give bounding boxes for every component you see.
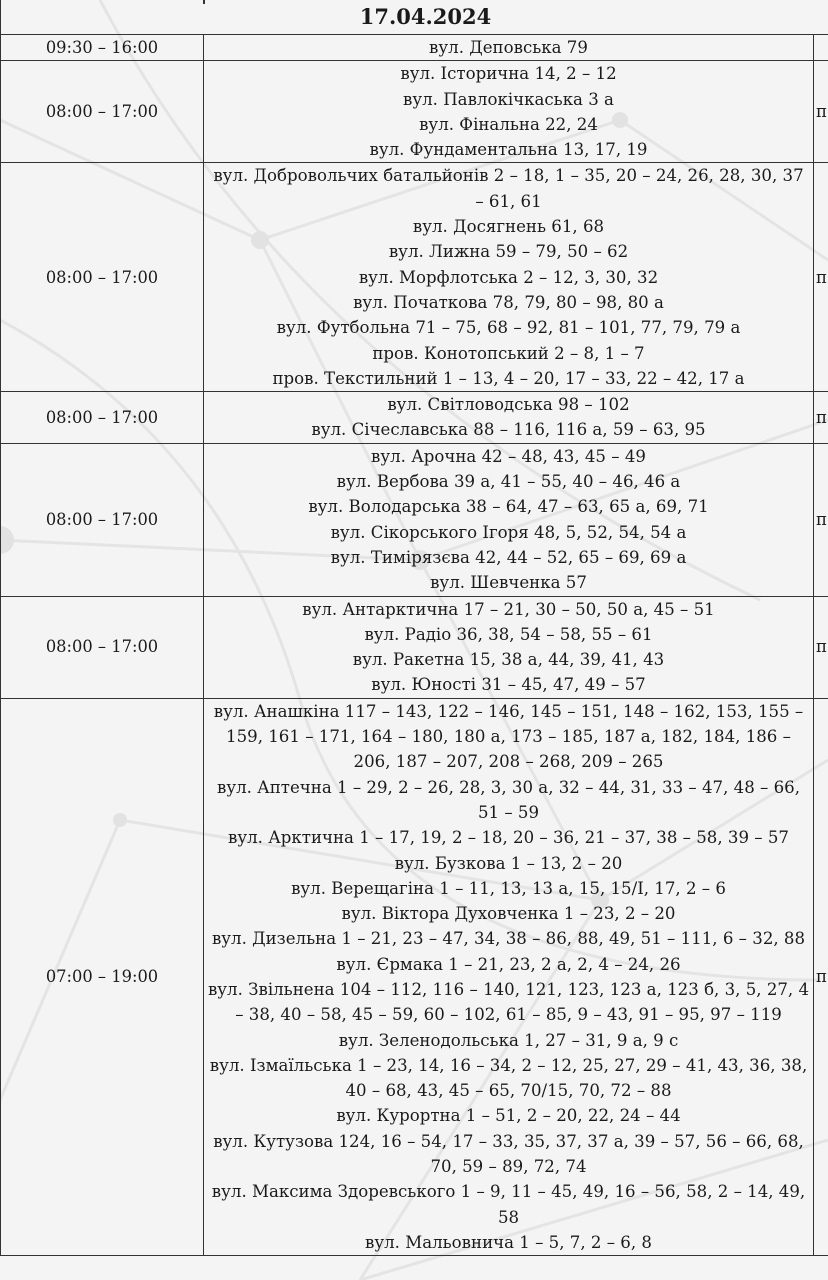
column-divider-stub <box>203 0 205 4</box>
address-line: вул. Мальовнича 1 – 5, 7, 2 – 6, 8 <box>365 1232 652 1252</box>
truncated-column-cell <box>814 35 828 61</box>
address-list <box>204 698 814 1256</box>
address-line: вул. Аптечна 1 – 29, 2 – 26, 28, 3, 30 а, 32 – 44, 31, 33 – 47, 48 – 66, 51 – 59 <box>216 777 801 822</box>
address-line: вул. Звільнена 104 – 112, 116 – 140, 121, 123, 123 а, 123 б, 3, 5, 27, 4 – 38, 40 – 58, 45 – 59, 60 – 102, 61 – 85, 9 – 43, 91 – 95, 97 – 119 <box>207 979 810 1025</box>
address-line: вул. Фінальна 22, 24 <box>419 114 598 134</box>
address-list <box>204 61 814 163</box>
address-line: вул. Сікорського Ігоря 48, 5, 52, 54, 54 а <box>330 522 687 542</box>
address-line: вул. Радіо 36, 38, 54 – 58, 55 – 61 <box>364 624 653 644</box>
address-line: вул. Кутузова 124, 16 – 54, 17 – 33, 35, 37, 37 а, 39 – 57, 56 – 66, 68, 70, 59 – 89, 72, 74 <box>213 1131 804 1177</box>
schedule-date: 17.04.2024 <box>1 0 828 35</box>
schedule-row <box>1 61 828 163</box>
truncated-column-cell: п <box>814 163 828 392</box>
truncated-column-cell: п <box>814 61 828 163</box>
address-line: вул. Шевченка 57 <box>430 573 587 593</box>
address-line: вул. Історична 14, 2 – 12 <box>400 64 617 84</box>
address-line: пров. Конотопський 2 – 8, 1 – 7 <box>372 343 645 363</box>
time-range: 09:30 – 16:00 <box>1 35 204 61</box>
truncated-column-cell: п <box>814 698 828 1256</box>
address-list <box>204 35 814 61</box>
time-range: 08:00 – 17:00 <box>1 61 204 163</box>
address-line: вул. Павлокічкаська 3 а <box>403 89 614 109</box>
date-header-row <box>1 0 828 35</box>
address-line: вул. Верещагіна 1 – 11, 13, 13 а, 15, 15/І, 17, 2 – 6 <box>291 878 726 898</box>
truncated-column-cell: п <box>814 596 828 698</box>
address-list <box>204 163 814 392</box>
address-line: вул. Зеленодольська 1, 27 – 31, 9 а, 9 с <box>338 1030 679 1050</box>
address-line: пров. Текстильний 1 – 13, 4 – 20, 17 – 33, 22 – 42, 17 а <box>272 368 745 388</box>
address-line: вул. Єрмака 1 – 21, 23, 2 а, 2, 4 – 24, 26 <box>336 954 681 974</box>
time-range: 08:00 – 17:00 <box>1 163 204 392</box>
address-line: вул. Деповська 79 <box>429 38 588 57</box>
schedule-row <box>1 35 828 61</box>
address-line: вул. Фундаментальна 13, 17, 19 <box>369 140 648 160</box>
address-line: вул. Максима Здоревського 1 – 9, 11 – 45, 49, 16 – 56, 58, 2 – 14, 49, 58 <box>211 1182 806 1227</box>
address-line: вул. Володарська 38 – 64, 47 – 63, 65 а, 69, 71 <box>308 497 709 517</box>
address-line: вул. Арктична 1 – 17, 19, 2 – 18, 20 – 36, 21 – 37, 38 – 58, 39 – 57 <box>228 828 789 848</box>
address-line: вул. Досягнень 61, 68 <box>412 217 605 237</box>
address-line: вул. Арочна 42 – 48, 43, 45 – 49 <box>371 446 646 466</box>
schedule-row <box>1 596 828 698</box>
address-line: вул. Курортна 1 – 51, 2 – 20, 22, 24 – 44 <box>336 1106 681 1126</box>
time-range: 08:00 – 17:00 <box>1 392 204 444</box>
schedule-row <box>1 698 828 1256</box>
address-line: вул. Антарктична 17 – 21, 30 – 50, 50 а, 45 – 51 <box>302 599 715 619</box>
truncated-column-cell: п <box>814 392 828 444</box>
address-line: вул. Юності 31 – 45, 47, 49 – 57 <box>371 675 646 695</box>
truncated-column-cell: п <box>814 443 828 596</box>
address-line: вул. Ізмаїльська 1 – 23, 14, 16 – 34, 2 – 12, 25, 27, 29 – 41, 43, 36, 38, 40 – 68, 43, 45 – 65, 70/15, 70, 72 – 88 <box>209 1055 808 1101</box>
address-line: вул. Тимірязєва 42, 44 – 52, 65 – 69, 69 а <box>330 547 687 567</box>
time-range: 08:00 – 17:00 <box>1 596 204 698</box>
address-line: вул. Дизельна 1 – 21, 23 – 47, 34, 38 – 86, 88, 49, 51 – 111, 6 – 32, 88 <box>211 929 806 949</box>
address-list <box>204 596 814 698</box>
address-line: вул. Ракетна 15, 38 а, 44, 39, 41, 43 <box>352 650 665 670</box>
address-line: вул. Вербова 39 а, 41 – 55, 40 – 46, 46 а <box>336 472 681 492</box>
address-line: вул. Футбольна 71 – 75, 68 – 92, 81 – 101, 77, 79, 79 а <box>276 318 741 338</box>
time-range: 07:00 – 19:00 <box>1 698 204 1256</box>
address-line: вул. Віктора Духовченка 1 – 23, 2 – 20 <box>341 904 676 924</box>
address-line: вул. Морфлотська 2 – 12, 3, 30, 32 <box>358 267 659 287</box>
address-line: вул. Початкова 78, 79, 80 – 98, 80 а <box>353 292 664 312</box>
address-line: вул. Січеславська 88 – 116, 116 а, 59 – 63, 95 <box>311 420 706 440</box>
address-line: вул. Світловодська 98 – 102 <box>387 395 630 415</box>
address-line: вул. Добровольчих батальйонів 2 – 18, 1 – 35, 20 – 24, 26, 28, 30, 37 – 61, 61 <box>213 166 804 211</box>
address-line: вул. Анашкіна 117 – 143, 122 – 146, 145 – 151, 148 – 162, 153, 155 – 159, 161 – 171, 164 – 180, 180 а, 173 – 185, 187 а, 182, 184, 186 – 206, 187 – 207, 208 – 268, 209 – 265 <box>213 701 804 772</box>
address-line: вул. Лижна 59 – 79, 50 – 62 <box>388 242 629 262</box>
schedule-row <box>1 392 828 444</box>
time-range: 08:00 – 17:00 <box>1 443 204 596</box>
schedule-row <box>1 163 828 392</box>
address-list <box>204 392 814 444</box>
schedule-row <box>1 443 828 596</box>
address-line: вул. Бузкова 1 – 13, 2 – 20 <box>394 853 623 873</box>
address-list <box>204 443 814 596</box>
